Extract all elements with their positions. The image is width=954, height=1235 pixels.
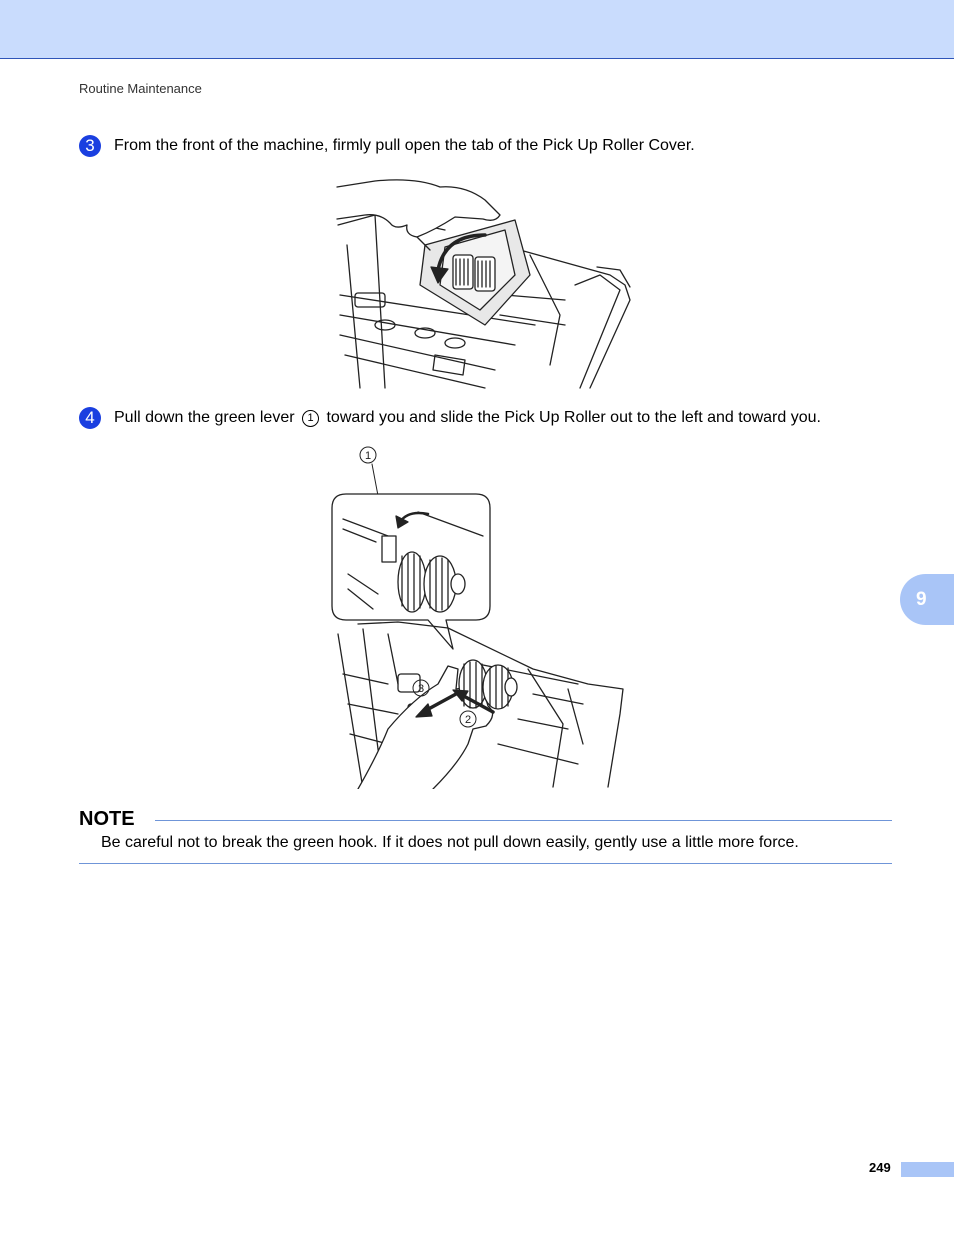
step-number-badge: 3: [79, 135, 101, 157]
note-divider: [79, 863, 892, 864]
step-text: From the front of the machine, firmly pull open the tab of the Pick Up Roller Cover.: [114, 137, 695, 154]
page-number-bar: [901, 1162, 954, 1177]
callout-marker: 1: [302, 410, 319, 427]
step-4: [79, 407, 821, 429]
section-label: Routine Maintenance: [79, 81, 202, 96]
callout-number: 1: [364, 450, 372, 462]
callout-number: 2: [464, 714, 472, 726]
step-number-badge: 4: [79, 407, 101, 429]
step-text: [114, 409, 821, 427]
remove-pick-up-roller-illustration: [328, 444, 628, 789]
page-number: 249: [869, 1160, 891, 1175]
pick-up-roller-cover-illustration: [335, 175, 635, 390]
note-text: Be careful not to break the green hook. If it does not pull down easily, gently use a little more force.: [101, 834, 799, 851]
chapter-tab[interactable]: 9: [900, 574, 954, 625]
note-title: NOTE: [79, 808, 135, 830]
callout-number: 3: [417, 683, 425, 695]
step-3: [79, 135, 695, 157]
step-text-part: Pull down the green lever: [114, 409, 295, 426]
step-text-part: toward you and slide the Pick Up Roller out to the left and toward you.: [326, 409, 821, 426]
note-divider: [155, 820, 892, 821]
header-band: [0, 0, 954, 59]
